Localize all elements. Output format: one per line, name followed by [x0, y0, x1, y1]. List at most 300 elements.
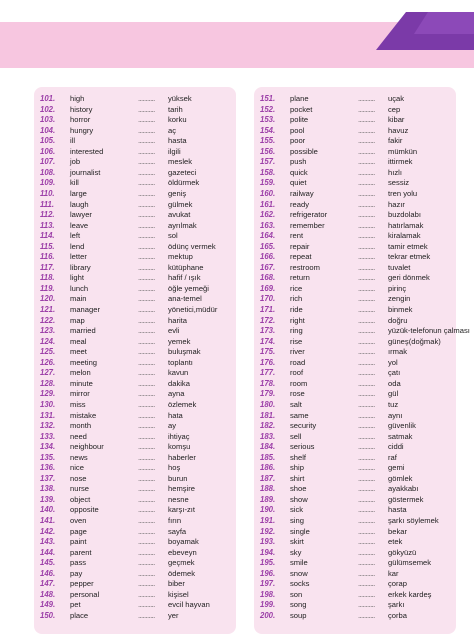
dot-leader: ...........	[138, 421, 155, 431]
english-word: possible	[290, 146, 318, 156]
english-word: meal	[70, 336, 87, 346]
vocab-number: 128.	[40, 378, 56, 388]
english-word: main	[70, 294, 87, 304]
dot-leader: ...........	[358, 399, 375, 409]
english-word: melon	[70, 368, 91, 378]
dot-leader: ...........	[358, 115, 375, 125]
turkish-translation: ırmak	[388, 347, 407, 357]
turkish-translation: avukat	[168, 210, 191, 220]
turkish-translation: komşu	[168, 442, 191, 452]
dot-leader: ...........	[138, 537, 155, 547]
vocab-number: 165.	[260, 241, 276, 251]
vocab-number: 188.	[260, 484, 276, 494]
dot-leader: ...........	[358, 421, 375, 431]
vocab-row	[254, 537, 456, 548]
turkish-translation: toplantı	[168, 357, 193, 367]
dot-leader: ...........	[138, 178, 155, 188]
english-word: interested	[70, 146, 104, 156]
vocab-row	[254, 463, 456, 474]
turkish-translation: çatı	[388, 368, 401, 378]
vocab-number: 187.	[260, 473, 276, 483]
dot-leader: ...........	[358, 178, 375, 188]
vocab-row	[254, 516, 456, 527]
vocab-row	[254, 136, 456, 147]
turkish-translation: buluşmak	[168, 347, 201, 357]
vocab-number: 145.	[40, 558, 56, 568]
turkish-translation: gazeteci	[168, 167, 197, 177]
english-word: ring	[290, 326, 303, 336]
vocab-number: 164.	[260, 231, 276, 241]
dot-leader: ...........	[138, 505, 155, 515]
english-word: nose	[70, 473, 87, 483]
english-word: job	[70, 157, 81, 167]
english-word: roof	[290, 368, 304, 378]
vocab-number: 197.	[260, 579, 276, 589]
turkish-translation: satmak	[388, 431, 413, 441]
dot-leader: ...........	[358, 431, 375, 441]
english-word: son	[290, 589, 303, 599]
dot-leader: ...........	[138, 199, 155, 209]
english-word: soup	[290, 610, 307, 620]
turkish-translation: aç	[168, 125, 177, 135]
dot-leader: ...........	[358, 558, 375, 568]
vocab-row	[254, 115, 456, 126]
turkish-translation: şarkı söylemek	[388, 516, 439, 525]
vocab-number: 190.	[260, 505, 276, 515]
dot-leader: ...........	[358, 484, 375, 494]
vocab-number: 120.	[40, 294, 56, 304]
vocab-row	[34, 136, 236, 147]
dot-leader: ...........	[138, 568, 155, 578]
vocab-row	[254, 579, 456, 590]
english-word: same	[290, 410, 309, 420]
turkish-translation: kütüphane	[168, 262, 204, 272]
english-word: neighbour	[70, 442, 104, 452]
dot-leader: ...........	[138, 547, 155, 557]
dot-leader: ...........	[138, 579, 155, 589]
vocab-number: 104.	[40, 125, 56, 135]
vocab-number: 134.	[40, 442, 56, 452]
english-word: paint	[70, 537, 87, 547]
vocab-number: 184.	[260, 442, 276, 452]
english-word: letter	[70, 252, 87, 262]
vocab-row	[34, 105, 236, 116]
turkish-translation: ayrılmak	[168, 220, 197, 230]
dot-leader: ...........	[138, 157, 155, 167]
vocab-row	[254, 94, 456, 105]
turkish-translation: hafif / ışık	[168, 273, 201, 283]
vocab-number: 154.	[260, 125, 276, 135]
dot-leader: ...........	[358, 167, 375, 177]
dot-leader: ...........	[138, 262, 155, 272]
vocab-number: 115.	[40, 241, 55, 251]
vocab-number: 110.	[40, 188, 55, 198]
english-word: manager	[70, 305, 100, 314]
turkish-translation: biber	[168, 579, 185, 589]
turkish-translation: geçmek	[168, 558, 195, 568]
turkish-translation: güneş(doğmak)	[388, 336, 441, 346]
turkish-translation: öğle yemeği	[168, 283, 209, 293]
turkish-translation: buzdolabı	[388, 210, 421, 220]
dot-leader: ...........	[138, 589, 155, 599]
vocab-number: 126.	[40, 357, 56, 367]
vocab-number: 150.	[40, 610, 56, 620]
english-word: ready	[290, 199, 309, 209]
english-word: return	[290, 273, 310, 283]
english-word: repair	[290, 241, 310, 251]
vocab-number: 167.	[260, 262, 276, 272]
vocab-row	[254, 442, 456, 453]
turkish-translation: ayna	[168, 389, 185, 399]
dot-leader: ...........	[358, 252, 375, 262]
turkish-translation: harita	[168, 315, 187, 325]
english-word: shelf	[290, 452, 307, 462]
vocab-number: 144.	[40, 547, 56, 557]
vocab-row	[254, 358, 456, 369]
dot-leader: ...........	[358, 505, 375, 515]
english-word: month	[70, 421, 92, 431]
vocab-row	[34, 505, 236, 516]
english-word: place	[70, 610, 89, 620]
turkish-translation: hızlı	[388, 167, 402, 177]
vocab-row	[254, 305, 456, 316]
english-word: news	[70, 452, 88, 462]
vocab-row	[34, 210, 236, 221]
vocab-number: 103.	[40, 115, 56, 125]
turkish-translation: meslek	[168, 157, 193, 167]
vocab-number: 114.	[40, 231, 55, 241]
vocab-number: 175.	[260, 347, 276, 357]
vocab-number: 105.	[40, 136, 56, 146]
dot-leader: ...........	[358, 442, 375, 452]
vocab-number: 142.	[40, 526, 56, 536]
english-word: lunch	[70, 283, 89, 293]
english-word: pocket	[290, 104, 313, 114]
vocab-number: 118.	[40, 273, 55, 283]
turkish-translation: hazır	[388, 199, 405, 209]
vocab-number: 102.	[40, 104, 56, 114]
turkish-translation: ittirmek	[388, 157, 413, 167]
english-word: sing	[290, 516, 304, 525]
vocab-row	[34, 252, 236, 263]
dot-leader: ...........	[358, 516, 375, 525]
turkish-translation: ana-temel	[168, 294, 202, 304]
vocab-number: 169.	[260, 283, 276, 293]
dot-leader: ...........	[138, 600, 155, 610]
turkish-translation: binmek	[388, 305, 413, 314]
vocab-row	[254, 189, 456, 200]
turkish-translation: nesne	[168, 494, 189, 504]
vocab-number: 152.	[260, 104, 276, 114]
vocab-number: 140.	[40, 505, 56, 515]
vocab-row	[34, 284, 236, 295]
english-word: high	[70, 94, 85, 103]
turkish-translation: güvenlik	[388, 421, 416, 431]
vocab-row	[34, 115, 236, 126]
dot-leader: ...........	[358, 347, 375, 357]
english-word: meeting	[70, 357, 98, 367]
vocab-row	[34, 442, 236, 453]
english-word: miss	[70, 399, 86, 409]
turkish-translation: korku	[168, 115, 187, 125]
turkish-translation: kavun	[168, 368, 189, 378]
vocab-row	[254, 558, 456, 569]
english-word: right	[290, 315, 305, 325]
vocab-number: 171.	[260, 305, 276, 314]
vocab-number: 151.	[260, 94, 276, 103]
turkish-translation: bekar	[388, 526, 407, 536]
turkish-translation: ödünç vermek	[168, 241, 216, 251]
dot-leader: ...........	[358, 188, 375, 198]
vocab-number: 159.	[260, 178, 276, 188]
turkish-translation: çorap	[388, 579, 407, 589]
dot-leader: ...........	[358, 315, 375, 325]
turkish-translation: tuvalet	[388, 262, 411, 272]
english-word: remember	[290, 220, 325, 230]
turkish-translation: aynı	[388, 410, 403, 420]
vocab-number: 199.	[260, 600, 276, 610]
turkish-translation: sessiz	[388, 178, 410, 188]
english-word: serious	[290, 442, 315, 452]
english-word: repeat	[290, 252, 312, 262]
dot-leader: ...........	[138, 463, 155, 473]
turkish-translation: tren yolu	[388, 188, 418, 198]
turkish-translation: çorba	[388, 610, 407, 620]
dot-leader: ...........	[358, 526, 375, 536]
vocab-number: 181.	[260, 410, 276, 420]
vocab-number: 180.	[260, 399, 276, 409]
vocab-row	[254, 284, 456, 295]
dot-leader: ...........	[138, 452, 155, 462]
vocab-number: 129.	[40, 389, 56, 399]
english-word: shirt	[290, 473, 305, 483]
vocab-row	[34, 263, 236, 274]
dot-leader: ...........	[358, 579, 375, 589]
dot-leader: ...........	[138, 115, 155, 125]
english-word: laugh	[70, 199, 89, 209]
dot-leader: ...........	[138, 378, 155, 388]
vocab-row	[34, 474, 236, 485]
vocab-number: 189.	[260, 494, 276, 504]
dot-leader: ...........	[138, 220, 155, 230]
turkish-translation: boyamak	[168, 537, 199, 547]
vocab-number: 117.	[40, 262, 55, 272]
vocab-row	[254, 432, 456, 443]
turkish-translation: zengin	[388, 294, 411, 304]
dot-leader: ...........	[138, 368, 155, 378]
english-word: rent	[290, 231, 304, 241]
turkish-translation: tamir etmek	[388, 241, 428, 251]
english-word: nurse	[70, 484, 89, 494]
vocab-number: 191.	[260, 516, 276, 525]
vocabulary-panel-left	[34, 87, 236, 634]
dot-leader: ...........	[138, 473, 155, 483]
vocab-row	[254, 590, 456, 601]
vocab-number: 174.	[260, 336, 276, 346]
vocab-number: 106.	[40, 146, 56, 156]
vocab-row	[34, 463, 236, 474]
vocab-number: 112.	[40, 210, 55, 220]
vocab-row	[254, 126, 456, 137]
turkish-translation: gömlek	[388, 473, 413, 483]
turkish-translation: fırın	[168, 516, 182, 525]
vocab-number: 160.	[260, 188, 276, 198]
dot-leader: ...........	[358, 378, 375, 388]
vocab-number: 156.	[260, 146, 276, 156]
vocab-row	[254, 474, 456, 485]
vocab-row	[34, 242, 236, 253]
english-word: pass	[70, 558, 87, 568]
vocab-number: 149.	[40, 600, 56, 610]
vocab-row	[34, 527, 236, 538]
vocab-number: 173.	[260, 326, 276, 336]
dot-leader: ...........	[358, 210, 375, 220]
english-word: journalist	[70, 167, 101, 177]
turkish-translation: gökyüzü	[388, 547, 417, 557]
vocab-row	[254, 294, 456, 305]
vocab-number: 137.	[40, 473, 56, 483]
dot-leader: ...........	[358, 537, 375, 547]
english-word: railway	[290, 188, 314, 198]
vocab-number: 139.	[40, 494, 56, 504]
vocab-row	[34, 558, 236, 569]
vocab-row	[34, 157, 236, 168]
vocab-number: 182.	[260, 421, 276, 431]
english-word: socks	[290, 579, 310, 589]
english-word: shoe	[290, 484, 307, 494]
vocab-number: 170.	[260, 294, 276, 304]
dot-leader: ...........	[358, 547, 375, 557]
dot-leader: ...........	[358, 283, 375, 293]
vocab-number: 148.	[40, 589, 56, 599]
turkish-translation: kiralamak	[388, 231, 421, 241]
dot-leader: ...........	[358, 262, 375, 272]
dot-leader: ...........	[138, 146, 155, 156]
english-word: hungry	[70, 125, 94, 135]
dot-leader: ...........	[138, 484, 155, 494]
turkish-translation: karşı-zıt	[168, 505, 196, 515]
english-word: polite	[290, 115, 309, 125]
english-word: security	[290, 421, 317, 431]
english-word: parent	[70, 547, 92, 557]
turkish-translation: pirinç	[388, 283, 407, 293]
dot-leader: ...........	[138, 410, 155, 420]
vocab-row	[254, 505, 456, 516]
turkish-translation: ciddi	[388, 442, 404, 452]
vocab-number: 147.	[40, 579, 56, 589]
english-word: sick	[290, 505, 304, 515]
vocab-number: 195.	[260, 558, 276, 568]
turkish-translation: ay	[168, 421, 177, 431]
vocab-number: 185.	[260, 452, 276, 462]
turkish-translation: gemi	[388, 463, 405, 473]
vocab-row	[254, 168, 456, 179]
dot-leader: ...........	[358, 294, 375, 304]
vocab-row	[34, 168, 236, 179]
turkish-translation: etek	[388, 537, 403, 547]
english-word: rice	[290, 283, 303, 293]
vocab-number: 123.	[40, 326, 56, 336]
english-word: ill	[70, 136, 76, 146]
dot-leader: ...........	[358, 199, 375, 209]
turkish-translation: tuz	[388, 399, 399, 409]
vocab-row	[254, 411, 456, 422]
vocab-row	[34, 316, 236, 327]
english-word: rose	[290, 389, 305, 399]
turkish-translation: oda	[388, 378, 401, 388]
english-word: pepper	[70, 579, 94, 589]
english-word: light	[70, 273, 84, 283]
english-word: quiet	[290, 178, 307, 188]
dot-leader: ...........	[138, 516, 155, 525]
vocab-number: 163.	[260, 220, 276, 230]
turkish-translation: geniş	[168, 188, 187, 198]
vocab-number: 183.	[260, 431, 276, 441]
vocab-row	[254, 178, 456, 189]
turkish-translation: sol	[168, 231, 178, 241]
english-word: pool	[290, 125, 305, 135]
vocab-row	[254, 611, 456, 622]
vocab-row	[34, 189, 236, 200]
turkish-translation: fakir	[388, 136, 403, 146]
english-word: quick	[290, 167, 308, 177]
english-word: snow	[290, 568, 308, 578]
english-word: page	[70, 526, 87, 536]
vocab-number: 186.	[260, 463, 276, 473]
vocab-row	[254, 495, 456, 506]
vocab-row	[34, 326, 236, 337]
vocab-number: 143.	[40, 537, 56, 547]
vocab-row	[34, 231, 236, 242]
vocab-row	[254, 326, 470, 337]
vocab-number: 200.	[260, 610, 276, 620]
dot-leader: ...........	[138, 315, 155, 325]
dot-leader: ...........	[138, 389, 155, 399]
english-word: smile	[290, 558, 308, 568]
vocab-number: 101.	[40, 94, 56, 103]
vocab-row	[254, 337, 456, 348]
dot-leader: ...........	[358, 357, 375, 367]
dot-leader: ...........	[138, 273, 155, 283]
english-word: single	[290, 526, 310, 536]
vocab-number: 116.	[40, 252, 55, 262]
turkish-translation: yer	[168, 610, 179, 620]
turkish-translation: uçak	[388, 94, 405, 103]
vocab-number: 121.	[40, 305, 56, 314]
vocab-row	[254, 157, 456, 168]
dot-leader: ...........	[138, 241, 155, 251]
turkish-translation: evli	[168, 326, 180, 336]
vocab-row	[254, 484, 456, 495]
dot-leader: ...........	[138, 305, 155, 314]
dot-leader: ...........	[138, 558, 155, 568]
turkish-translation: yol	[388, 357, 398, 367]
dot-leader: ...........	[358, 231, 375, 241]
turkish-translation: ilgili	[168, 146, 181, 156]
vocab-row	[34, 221, 236, 232]
dot-leader: ...........	[138, 294, 155, 304]
vocab-row	[254, 263, 456, 274]
turkish-translation: gülmek	[168, 199, 193, 209]
turkish-translation: yönetici,müdür	[168, 305, 218, 314]
vocab-row	[34, 200, 236, 211]
dot-leader: ...........	[358, 241, 375, 251]
turkish-translation: ödemek	[168, 568, 196, 578]
vocab-number: 111.	[40, 199, 55, 209]
vocab-number: 125.	[40, 347, 56, 357]
english-word: sky	[290, 547, 302, 557]
english-word: kill	[70, 178, 79, 188]
